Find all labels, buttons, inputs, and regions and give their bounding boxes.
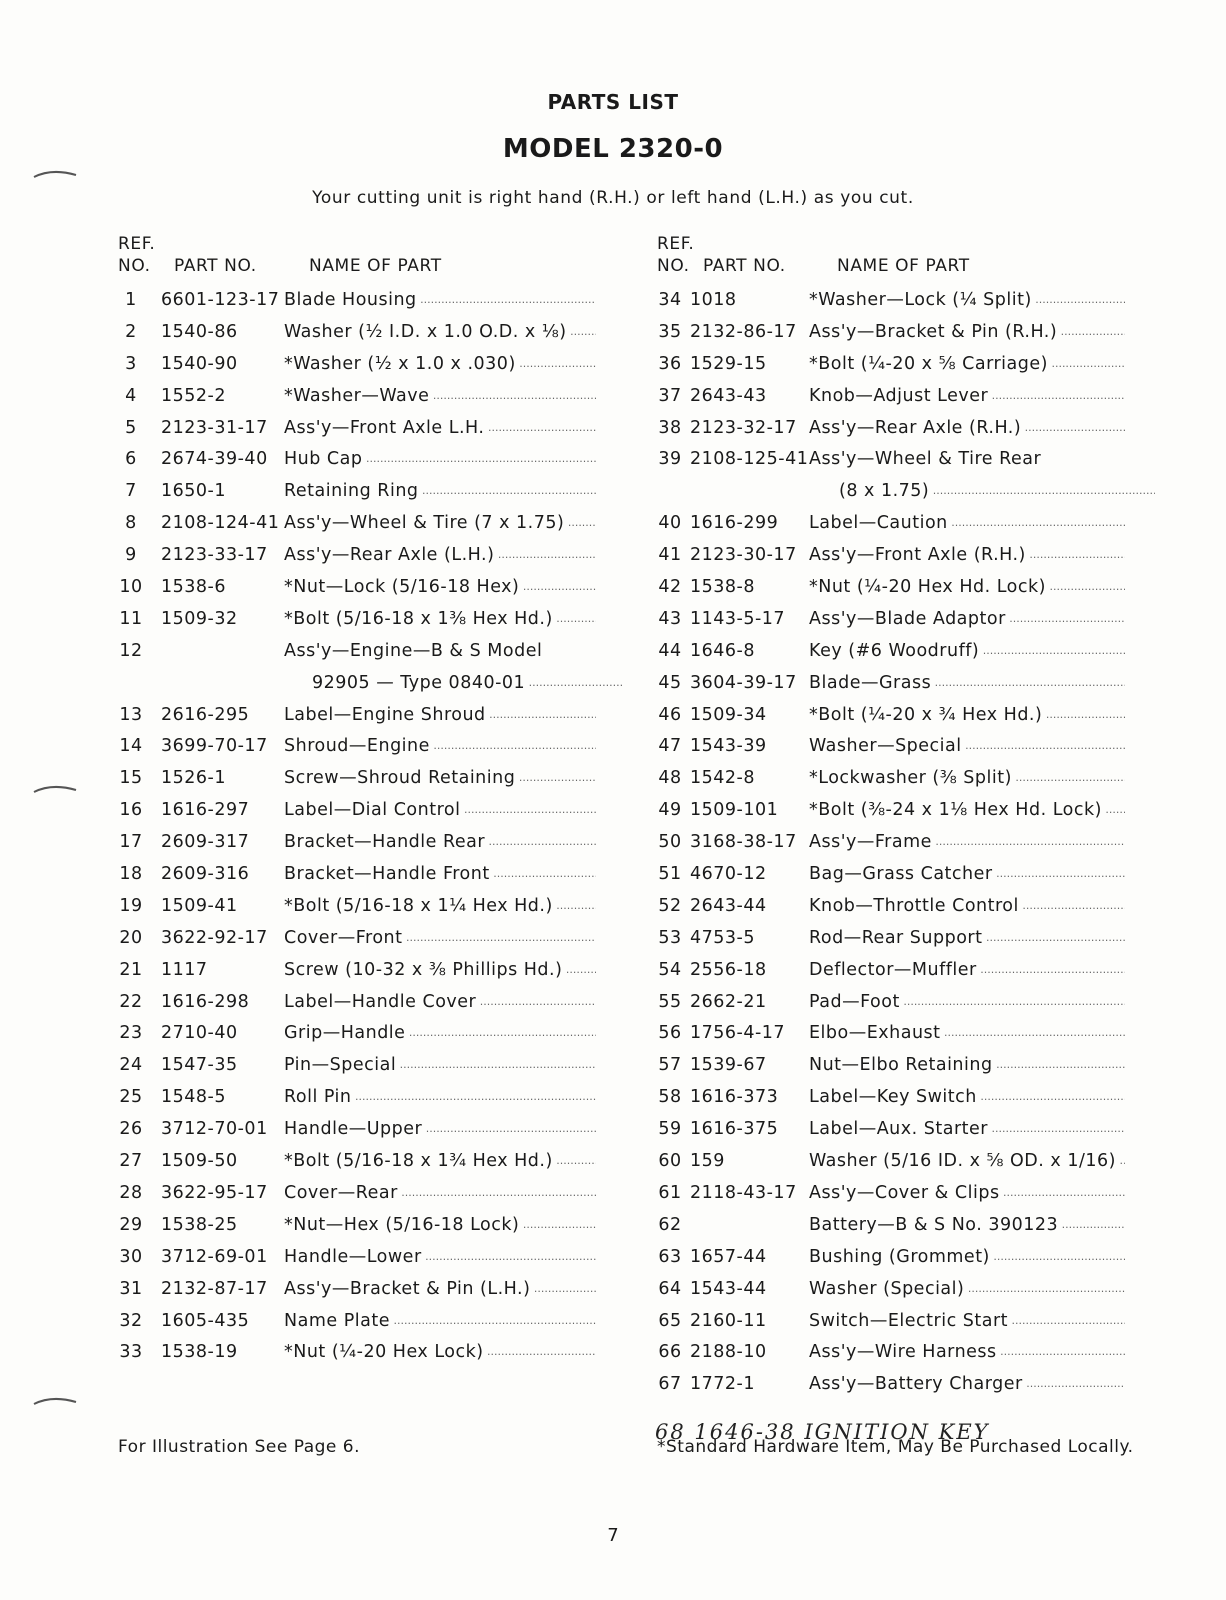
parts-column-right bbox=[657, 234, 1177, 1395]
part-row bbox=[657, 1023, 1177, 1055]
part-number: 1657-44 bbox=[690, 1246, 767, 1267]
ref-number: 22 bbox=[119, 991, 143, 1012]
part-row bbox=[657, 609, 1177, 641]
part-number: 3622-95-17 bbox=[161, 1182, 268, 1203]
part-number: 1538-8 bbox=[690, 577, 755, 598]
part-row bbox=[657, 449, 1177, 481]
part-row bbox=[118, 832, 638, 864]
part-name: *Washer (½ x 1.0 x .030) ..... bbox=[284, 354, 596, 374]
ref-number: 12 bbox=[119, 640, 143, 661]
part-row bbox=[657, 641, 1177, 673]
part-number: 1529-15 bbox=[690, 353, 767, 374]
part-number: 1509-41 bbox=[161, 895, 238, 916]
ref-number: 11 bbox=[119, 608, 143, 629]
part-number: 1756-4-17 bbox=[690, 1023, 786, 1044]
part-row bbox=[657, 577, 1177, 609]
part-row bbox=[118, 1023, 638, 1055]
part-name: Ass'y—Cover & Clips ..... bbox=[809, 1183, 1125, 1203]
part-name: Bushing (Grommet) ..... bbox=[809, 1247, 1125, 1267]
ref-number: 60 bbox=[658, 1151, 682, 1172]
part-row bbox=[118, 928, 638, 960]
part-number: 2160-11 bbox=[690, 1310, 767, 1331]
ref-number: 19 bbox=[119, 895, 143, 916]
name-label: NAME OF PART bbox=[837, 256, 970, 276]
part-row bbox=[118, 736, 638, 768]
part-name: Ass'y—Wheel & Tire Rear bbox=[809, 449, 1042, 470]
ref-number: 4 bbox=[125, 385, 137, 406]
part-row bbox=[118, 896, 638, 928]
part-name: *Nut—Hex (5/16-18 Lock) ..... bbox=[284, 1215, 596, 1235]
ref-number: 63 bbox=[658, 1246, 682, 1267]
part-number: 1616-299 bbox=[690, 513, 779, 534]
ref-number: 55 bbox=[658, 991, 682, 1012]
standard-hardware-note: *Standard Hardware Item, May Be Purchased Locally. bbox=[657, 1437, 1134, 1457]
part-row bbox=[657, 832, 1177, 864]
part-number: 2674-39-40 bbox=[161, 449, 268, 470]
ref-number: 3 bbox=[125, 353, 137, 374]
part-number: 4753-5 bbox=[690, 927, 755, 948]
part-number: 1605-435 bbox=[161, 1310, 250, 1331]
part-number: 1538-6 bbox=[161, 577, 226, 598]
punch-mark bbox=[32, 1397, 78, 1405]
part-name: Ass'y—Bracket & Pin (L.H.) ..... bbox=[284, 1279, 596, 1299]
part-row bbox=[657, 386, 1177, 418]
part-number: 2118-43-17 bbox=[690, 1182, 797, 1203]
column-header bbox=[657, 234, 1177, 284]
ref-number: 1 bbox=[125, 290, 137, 310]
ref-number: 24 bbox=[119, 1055, 143, 1076]
parts-column-left bbox=[118, 234, 638, 1363]
part-number: 1509-101 bbox=[690, 800, 779, 821]
part-name: Battery—B & S No. 390123 ..... bbox=[809, 1215, 1125, 1235]
part-name: Shroud—Engine ..... bbox=[284, 736, 596, 756]
ref-number: 17 bbox=[119, 832, 143, 853]
part-name: Ass'y—Bracket & Pin (R.H.) ..... bbox=[809, 322, 1125, 342]
part-row bbox=[118, 800, 638, 832]
part-number: 1552-2 bbox=[161, 385, 226, 406]
part-row bbox=[118, 290, 638, 322]
part-number: 6601-123-17 bbox=[161, 290, 280, 310]
ref-label: REF. bbox=[118, 234, 156, 254]
part-row bbox=[657, 1215, 1177, 1247]
part-number: 1509-50 bbox=[161, 1151, 238, 1172]
part-number: 1540-86 bbox=[161, 321, 238, 342]
part-number: 1538-25 bbox=[161, 1214, 238, 1235]
part-row bbox=[118, 673, 638, 705]
part-number: 1542-8 bbox=[690, 768, 755, 789]
part-row bbox=[118, 1119, 638, 1151]
part-number: 4670-12 bbox=[690, 864, 767, 885]
ref-number: 42 bbox=[658, 577, 682, 598]
part-number: 3622-92-17 bbox=[161, 927, 268, 948]
ref-number: 25 bbox=[119, 1087, 143, 1108]
parts-list-left bbox=[118, 290, 638, 1374]
part-name: Bracket—Handle Front ..... bbox=[284, 864, 596, 884]
part-number: 1616-297 bbox=[161, 800, 250, 821]
ref-number: 65 bbox=[658, 1310, 682, 1331]
part-row bbox=[657, 1055, 1177, 1087]
part-number: 2616-295 bbox=[161, 704, 250, 725]
parts-list-right bbox=[657, 290, 1177, 1406]
part-name: *Bolt (5/16-18 x 1⅜ Hex Hd.) ..... bbox=[284, 609, 596, 629]
part-name: Cover—Rear ..... bbox=[284, 1183, 596, 1203]
punch-mark bbox=[32, 170, 78, 178]
ref-number: 66 bbox=[658, 1342, 682, 1363]
part-number: 2643-43 bbox=[690, 385, 767, 406]
part-name: Ass'y—Front Axle L.H. ..... bbox=[284, 418, 596, 438]
part-number: 1117 bbox=[161, 959, 208, 980]
part-row bbox=[118, 1151, 638, 1183]
ref-number: 34 bbox=[658, 290, 682, 310]
part-name: *Nut (¼-20 Hex Hd. Lock) ..... bbox=[809, 577, 1125, 597]
part-name: Pad—Foot ..... bbox=[809, 992, 1125, 1012]
ref-number: 35 bbox=[658, 321, 682, 342]
ref-number: 45 bbox=[658, 672, 682, 693]
part-name: Washer (½ I.D. x 1.0 O.D. x ⅛) ..... bbox=[284, 322, 596, 342]
part-name: *Bolt (⅜-24 x 1⅛ Hex Hd. Lock) ..... bbox=[809, 800, 1125, 820]
part-row bbox=[657, 896, 1177, 928]
ref-number: 58 bbox=[658, 1087, 682, 1108]
ref-number: 20 bbox=[119, 927, 143, 948]
part-number: 2132-86-17 bbox=[690, 321, 797, 342]
ref-number: 48 bbox=[658, 768, 682, 789]
part-number: 2123-31-17 bbox=[161, 417, 268, 438]
part-number: 2710-40 bbox=[161, 1023, 238, 1044]
part-row bbox=[118, 992, 638, 1024]
ref-number: 53 bbox=[658, 927, 682, 948]
part-row bbox=[657, 864, 1177, 896]
part-number: 3604-39-17 bbox=[690, 672, 797, 693]
part-row bbox=[657, 800, 1177, 832]
part-name: Ass'y—Front Axle (R.H.) ..... bbox=[809, 545, 1125, 565]
part-name: Key (#6 Woodruff) ..... bbox=[809, 641, 1125, 661]
part-row bbox=[118, 1311, 638, 1343]
column-header bbox=[118, 234, 638, 284]
part-row bbox=[657, 322, 1177, 354]
ref-number: 61 bbox=[658, 1182, 682, 1203]
part-name: Label—Engine Shroud ..... bbox=[284, 705, 596, 725]
part-name: Name Plate ..... bbox=[284, 1311, 596, 1331]
part-number: 1539-67 bbox=[690, 1055, 767, 1076]
ref-number: 52 bbox=[658, 895, 682, 916]
part-number: 1526-1 bbox=[161, 768, 226, 789]
part-row bbox=[657, 481, 1177, 513]
part-number: 1616-375 bbox=[690, 1119, 779, 1140]
part-name: *Bolt (5/16-18 x 1¾ Hex Hd.) ..... bbox=[284, 1151, 596, 1171]
ref-number: 41 bbox=[658, 545, 682, 566]
part-name: *Washer—Lock (¼ Split) ..... bbox=[809, 290, 1125, 310]
ref-number: 39 bbox=[658, 449, 682, 470]
page-number: 7 bbox=[607, 1525, 619, 1546]
part-name: Elbo—Exhaust ..... bbox=[809, 1023, 1125, 1043]
part-number: 1543-39 bbox=[690, 736, 767, 757]
part-row bbox=[118, 1342, 638, 1374]
part-name: Deflector—Muffler ..... bbox=[809, 960, 1125, 980]
part-row bbox=[118, 705, 638, 737]
ref-number: 40 bbox=[658, 513, 682, 534]
part-row bbox=[118, 768, 638, 800]
part-number: 1646-8 bbox=[690, 640, 755, 661]
part-row bbox=[657, 290, 1177, 322]
part-number: 1548-5 bbox=[161, 1087, 226, 1108]
part-name: Washer—Special ..... bbox=[809, 736, 1125, 756]
part-number: 3699-70-17 bbox=[161, 736, 268, 757]
part-row bbox=[657, 1247, 1177, 1279]
part-row bbox=[118, 1055, 638, 1087]
part-row bbox=[657, 928, 1177, 960]
ref-number: 46 bbox=[658, 704, 682, 725]
part-number: 1616-373 bbox=[690, 1087, 779, 1108]
ref-number: 23 bbox=[119, 1023, 143, 1044]
part-name: (8 x 1.75) ..... bbox=[809, 481, 1155, 501]
part-row bbox=[118, 1279, 638, 1311]
part-row bbox=[118, 577, 638, 609]
ref-number: 33 bbox=[119, 1342, 143, 1363]
part-number: 1543-44 bbox=[690, 1278, 767, 1299]
part-row bbox=[118, 609, 638, 641]
ref-number: 67 bbox=[658, 1374, 682, 1395]
ref-number: 10 bbox=[119, 577, 143, 598]
part-name: *Nut (¼-20 Hex Lock) ..... bbox=[284, 1342, 596, 1362]
ref-number: 56 bbox=[658, 1023, 682, 1044]
part-row bbox=[118, 1087, 638, 1119]
part-row bbox=[657, 1183, 1177, 1215]
part-no-label: PART NO. bbox=[703, 256, 786, 276]
part-name: Ass'y—Battery Charger ..... bbox=[809, 1374, 1125, 1394]
part-no-label: PART NO. bbox=[174, 256, 257, 276]
ref-number: 13 bbox=[119, 704, 143, 725]
part-row bbox=[118, 386, 638, 418]
part-name: Ass'y—Rear Axle (L.H.) ..... bbox=[284, 545, 596, 565]
ref-number: 31 bbox=[119, 1278, 143, 1299]
ref-number: 59 bbox=[658, 1119, 682, 1140]
part-name: Washer (Special) ..... bbox=[809, 1279, 1125, 1299]
part-row bbox=[118, 481, 638, 513]
ref-number: 6 bbox=[125, 449, 137, 470]
part-number: 2643-44 bbox=[690, 895, 767, 916]
part-row bbox=[118, 418, 638, 450]
part-row bbox=[118, 960, 638, 992]
ref-number: 14 bbox=[119, 736, 143, 757]
page-title: PARTS LIST bbox=[547, 90, 679, 114]
part-number: 1650-1 bbox=[161, 481, 226, 502]
ref-number: 18 bbox=[119, 864, 143, 885]
part-name: Hub Cap ..... bbox=[284, 449, 596, 469]
part-name: Label—Aux. Starter ..... bbox=[809, 1119, 1125, 1139]
part-row bbox=[657, 736, 1177, 768]
part-name: Rod—Rear Support ..... bbox=[809, 928, 1125, 948]
part-name: Label—Handle Cover ..... bbox=[284, 992, 596, 1012]
ref-number: 29 bbox=[119, 1214, 143, 1235]
part-name: Ass'y—Rear Axle (R.H.) ..... bbox=[809, 418, 1125, 438]
part-row bbox=[118, 322, 638, 354]
part-row bbox=[657, 1374, 1177, 1406]
part-number: 1018 bbox=[690, 290, 737, 310]
ref-number: 9 bbox=[125, 545, 137, 566]
ref-number: 26 bbox=[119, 1119, 143, 1140]
ref-number: 51 bbox=[658, 864, 682, 885]
part-row bbox=[118, 545, 638, 577]
subtitle: Your cutting unit is right hand (R.H.) or left hand (L.H.) as you cut. bbox=[312, 188, 914, 208]
part-name: Switch—Electric Start ..... bbox=[809, 1311, 1125, 1331]
ref-number: 5 bbox=[125, 417, 137, 438]
ref-number: 62 bbox=[658, 1214, 682, 1235]
part-number: 1509-32 bbox=[161, 608, 238, 629]
ref-number: 64 bbox=[658, 1278, 682, 1299]
part-name: 92905 — Type 0840-01 ..... bbox=[284, 673, 624, 693]
ref-number: 2 bbox=[125, 321, 137, 342]
part-name: Handle—Lower ..... bbox=[284, 1247, 596, 1267]
no-label: NO. bbox=[657, 256, 690, 276]
part-name: Washer (5/16 ID. x ⅝ OD. x 1/16) ..... bbox=[809, 1151, 1125, 1171]
part-number: 2108-124-41 bbox=[161, 513, 280, 534]
part-name: Screw (10-32 x ⅜ Phillips Hd.) ..... bbox=[284, 960, 596, 980]
part-number: 1143-5-17 bbox=[690, 608, 786, 629]
part-name: Nut—Elbo Retaining ..... bbox=[809, 1055, 1125, 1075]
part-row bbox=[657, 960, 1177, 992]
part-name: Cover—Front ..... bbox=[284, 928, 596, 948]
part-row bbox=[657, 513, 1177, 545]
ref-label: REF. bbox=[657, 234, 695, 254]
part-number: 1772-1 bbox=[690, 1374, 755, 1395]
part-name: Label—Caution ..... bbox=[809, 513, 1125, 533]
part-number: 2609-317 bbox=[161, 832, 250, 853]
part-row bbox=[657, 1151, 1177, 1183]
part-name: Ass'y—Wheel & Tire (7 x 1.75) ..... bbox=[284, 513, 596, 533]
part-row bbox=[657, 354, 1177, 386]
part-number: 1509-34 bbox=[690, 704, 767, 725]
ref-number: 15 bbox=[119, 768, 143, 789]
part-number: 1547-35 bbox=[161, 1055, 238, 1076]
part-name: *Washer—Wave ..... bbox=[284, 386, 596, 406]
part-row bbox=[118, 354, 638, 386]
model-title: MODEL 2320-0 bbox=[502, 134, 724, 164]
part-name: Ass'y—Frame ..... bbox=[809, 832, 1125, 852]
part-row bbox=[118, 1215, 638, 1247]
part-row bbox=[118, 641, 638, 673]
part-row bbox=[657, 705, 1177, 737]
ref-number: 21 bbox=[119, 959, 143, 980]
ref-number: 16 bbox=[119, 800, 143, 821]
part-number: 2123-30-17 bbox=[690, 545, 797, 566]
illustration-note: For Illustration See Page 6. bbox=[118, 1437, 360, 1457]
part-name: *Bolt (¼-20 x ¾ Hex Hd.) ..... bbox=[809, 705, 1125, 725]
ref-number: 32 bbox=[119, 1310, 143, 1331]
part-row bbox=[657, 1119, 1177, 1151]
part-number: 2123-32-17 bbox=[690, 417, 797, 438]
part-row bbox=[657, 1342, 1177, 1374]
ref-number: 49 bbox=[658, 800, 682, 821]
part-name: Grip—Handle ..... bbox=[284, 1023, 596, 1043]
punch-mark bbox=[32, 785, 78, 793]
part-row bbox=[118, 449, 638, 481]
part-row bbox=[118, 1183, 638, 1215]
part-name: Knob—Throttle Control ..... bbox=[809, 896, 1125, 916]
part-name: Bag—Grass Catcher ..... bbox=[809, 864, 1125, 884]
part-number: 2108-125-41 bbox=[690, 449, 809, 470]
part-number: 3712-69-01 bbox=[161, 1246, 268, 1267]
part-name: Blade Housing ..... bbox=[284, 290, 596, 310]
ref-number: 38 bbox=[658, 417, 682, 438]
part-name: Knob—Adjust Lever ..... bbox=[809, 386, 1125, 406]
part-number: 2188-10 bbox=[690, 1342, 767, 1363]
ref-number: 44 bbox=[658, 640, 682, 661]
part-name: Handle—Upper ..... bbox=[284, 1119, 596, 1139]
part-row bbox=[118, 1247, 638, 1279]
part-name: Ass'y—Blade Adaptor ..... bbox=[809, 609, 1125, 629]
name-label: NAME OF PART bbox=[309, 256, 442, 276]
part-number: 1538-19 bbox=[161, 1342, 238, 1363]
part-name: Roll Pin ..... bbox=[284, 1087, 596, 1107]
part-number: 2123-33-17 bbox=[161, 545, 268, 566]
part-row bbox=[657, 1087, 1177, 1119]
part-name: Pin—Special ..... bbox=[284, 1055, 596, 1075]
part-name: Blade—Grass ..... bbox=[809, 673, 1125, 693]
part-row bbox=[657, 545, 1177, 577]
ref-number: 57 bbox=[658, 1055, 682, 1076]
part-number: 2132-87-17 bbox=[161, 1278, 268, 1299]
part-row bbox=[657, 992, 1177, 1024]
part-number: 2662-21 bbox=[690, 991, 767, 1012]
ref-number: 50 bbox=[658, 832, 682, 853]
part-number: 1540-90 bbox=[161, 353, 238, 374]
ref-number: 47 bbox=[658, 736, 682, 757]
ref-number: 43 bbox=[658, 608, 682, 629]
part-number: 3168-38-17 bbox=[690, 832, 797, 853]
no-label: NO. bbox=[118, 256, 151, 276]
part-row bbox=[118, 864, 638, 896]
part-row bbox=[657, 1311, 1177, 1343]
part-name: *Bolt (¼-20 x ⅝ Carriage) ..... bbox=[809, 354, 1125, 374]
part-row bbox=[657, 673, 1177, 705]
part-name: Label—Key Switch ..... bbox=[809, 1087, 1125, 1107]
part-name: Ass'y—Engine—B & S Model bbox=[284, 640, 543, 661]
part-row bbox=[118, 513, 638, 545]
part-name: Retaining Ring ..... bbox=[284, 481, 596, 501]
part-name: *Lockwasher (⅜ Split) ..... bbox=[809, 768, 1125, 788]
ref-number: 27 bbox=[119, 1151, 143, 1172]
part-name: Bracket—Handle Rear ..... bbox=[284, 832, 596, 852]
part-name: *Nut—Lock (5/16-18 Hex) ..... bbox=[284, 577, 596, 597]
ref-number: 30 bbox=[119, 1246, 143, 1267]
part-number: 2609-316 bbox=[161, 864, 250, 885]
part-name: Screw—Shroud Retaining ..... bbox=[284, 768, 596, 788]
part-number: 3712-70-01 bbox=[161, 1119, 268, 1140]
part-row bbox=[657, 768, 1177, 800]
part-number: 2556-18 bbox=[690, 959, 767, 980]
ref-number: 7 bbox=[125, 481, 137, 502]
ref-number: 28 bbox=[119, 1182, 143, 1203]
part-name: *Bolt (5/16-18 x 1¼ Hex Hd.) ..... bbox=[284, 896, 596, 916]
part-name: Ass'y—Wire Harness ..... bbox=[809, 1342, 1125, 1362]
handwritten-note: 68 1646-38 IGNITION KEY bbox=[655, 1420, 990, 1444]
ref-number: 37 bbox=[658, 385, 682, 406]
part-number: 1616-298 bbox=[161, 991, 250, 1012]
ref-number: 54 bbox=[658, 959, 682, 980]
ref-number: 36 bbox=[658, 353, 682, 374]
part-name: Label—Dial Control ..... bbox=[284, 800, 596, 820]
part-row bbox=[657, 418, 1177, 450]
ref-number: 8 bbox=[125, 513, 137, 534]
part-row bbox=[657, 1279, 1177, 1311]
part-number: 159 bbox=[690, 1151, 725, 1172]
